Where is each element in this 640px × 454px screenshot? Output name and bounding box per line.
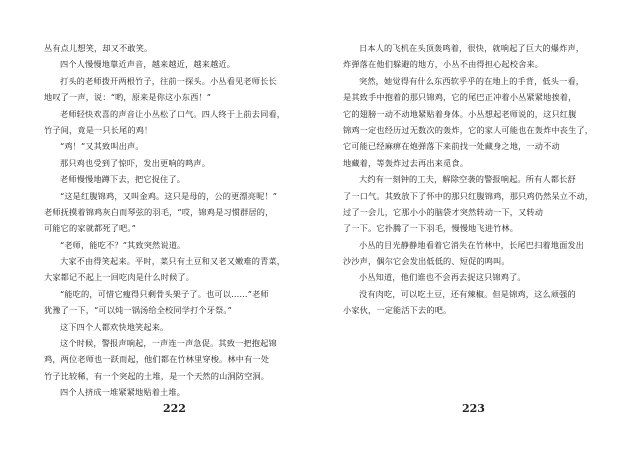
text-line: 突然，她觉得有什么东西软乎乎的在地上的手背，低头一看， <box>359 75 585 86</box>
text-line: 大家都记不起上一回吃肉是什么时候了。 <box>44 272 195 283</box>
text-line: 小家伙，一定能活下去的吧。 <box>343 305 452 316</box>
text-line: 过了一会儿，它那小小的脑袋才突然转动一下，又转动 <box>343 206 544 217</box>
text-line: 犹豫了一下，“可以炖一锅汤给全校同学打个牙祭。” <box>44 305 232 316</box>
text-line: 这下四个人都欢快地笑起来。 <box>60 321 169 332</box>
text-line: 鸡，两位老师也一跃而起，他们都在竹林里穿梭。林中有一处 <box>44 354 270 365</box>
text-line: 竹子间，竟是一只长尾的鸡！ <box>44 124 153 135</box>
text-line: 大约有一刻钟的工夫，解除空袭的警报响起。所有人都长舒 <box>359 174 576 185</box>
text-line: 四个人挤成一堆紧紧地贴着土堆。 <box>60 387 186 398</box>
text-line: 炸弹落在他们躲避的地方，小丛不由得担心起校舍来。 <box>343 59 544 70</box>
text-line: 没有肉吃，可以吃土豆，还有辣椒。但是锦鸡，这么顽强的 <box>359 288 576 299</box>
text-line: 日本人的飞机在头顶轰鸣着，很快，就响起了巨大的爆炸声， <box>359 43 585 53</box>
text-line: 那只鸡也受到了惊吓，发出更响的鸣声。 <box>60 157 211 168</box>
text-line: 可能它的家就都死了吧。” <box>44 223 136 234</box>
text-line: 了一下。它扑腾了一下羽毛，慢慢地飞进竹林。 <box>343 223 519 234</box>
text-line: 它可能已经麻痹在炮弹落下来前找一处藏身之地，一动不动 <box>343 141 560 152</box>
text-line: 地藏着，等轰炸过去再出来觅食。 <box>343 157 469 168</box>
text-line: 它的翅膀一动不动地紧贴着身体。小丛想起老师说的，这只红腹 <box>343 108 577 119</box>
text-line: 竹子比较稀，有一个突起的土堆，是一个天然的山洞防空洞。 <box>44 370 270 381</box>
text-line: “老师，能吃不？”其致突然说道。 <box>60 239 186 250</box>
text-line: 老师慢慢地蹲下去，把它捉住了。 <box>60 174 186 185</box>
text-line: 是其致手中抱着的那只锦鸡，它的尾巴正冲着小丛紧紧地挨着， <box>343 92 577 103</box>
text-line: “能吃的，可惜它瘦得只剩骨头架子了。也可以……”老师 <box>60 288 269 299</box>
text-line: 打头的老师拨开两根竹子，往前一探头。小丛看见老师长长 <box>60 75 277 86</box>
text-line: 这个时候，警报声响起，一声连一声急促。其致一把抱起锦 <box>60 338 277 349</box>
text-line: “这是红腹锦鸡，又叫金鸡。这只是母的，公的更漂亮呢！” <box>60 190 278 201</box>
left-page <box>44 40 302 401</box>
text-line: 小丛的目光静静地看着它消失在竹林中，长尾巴扫着地面发出 <box>359 239 585 250</box>
text-line: 四个人慢慢地靠近声音，越来越近，越来越近。 <box>60 59 236 70</box>
text-line: 老师轻快欢喜的声音让小丛松了口气。四人终于上前去同看， <box>60 108 286 119</box>
text-line: 大家不由得笑起来。平时，菜只有土豆和又老又嫩难的青菜， <box>60 256 286 267</box>
text-line: 老师抚摸着锦鸡灰白而琴弦的羽毛，“哎，锦鸡是习惯群居的， <box>44 206 274 217</box>
right-page <box>343 40 601 319</box>
text-line: 小丛知道，他们谁也不会再去捉这只锦鸡了。 <box>359 272 526 283</box>
text-line: “鸡！”又其致叫出声。 <box>60 141 144 152</box>
page-number-right: 223 <box>462 402 485 415</box>
text-line: 了一口气。其致放下了怀中的那只红腹锦鸡，那只鸡仍然呆立不动， <box>343 190 594 201</box>
text-line: 锦鸡一定也经历过无数次的轰炸，它的家人可能也在轰炸中丧生了， <box>343 124 594 135</box>
text-line: 沙沙声，偶尔它会发出低低的、短促的鸣叫。 <box>343 256 510 267</box>
page-number-left: 222 <box>163 402 186 415</box>
text-line: 丛有点儿想笑，却又不敢笑。 <box>44 43 153 53</box>
text-line: 地叹了一声，说：“哟，原来是你这小东西！” <box>44 92 212 103</box>
